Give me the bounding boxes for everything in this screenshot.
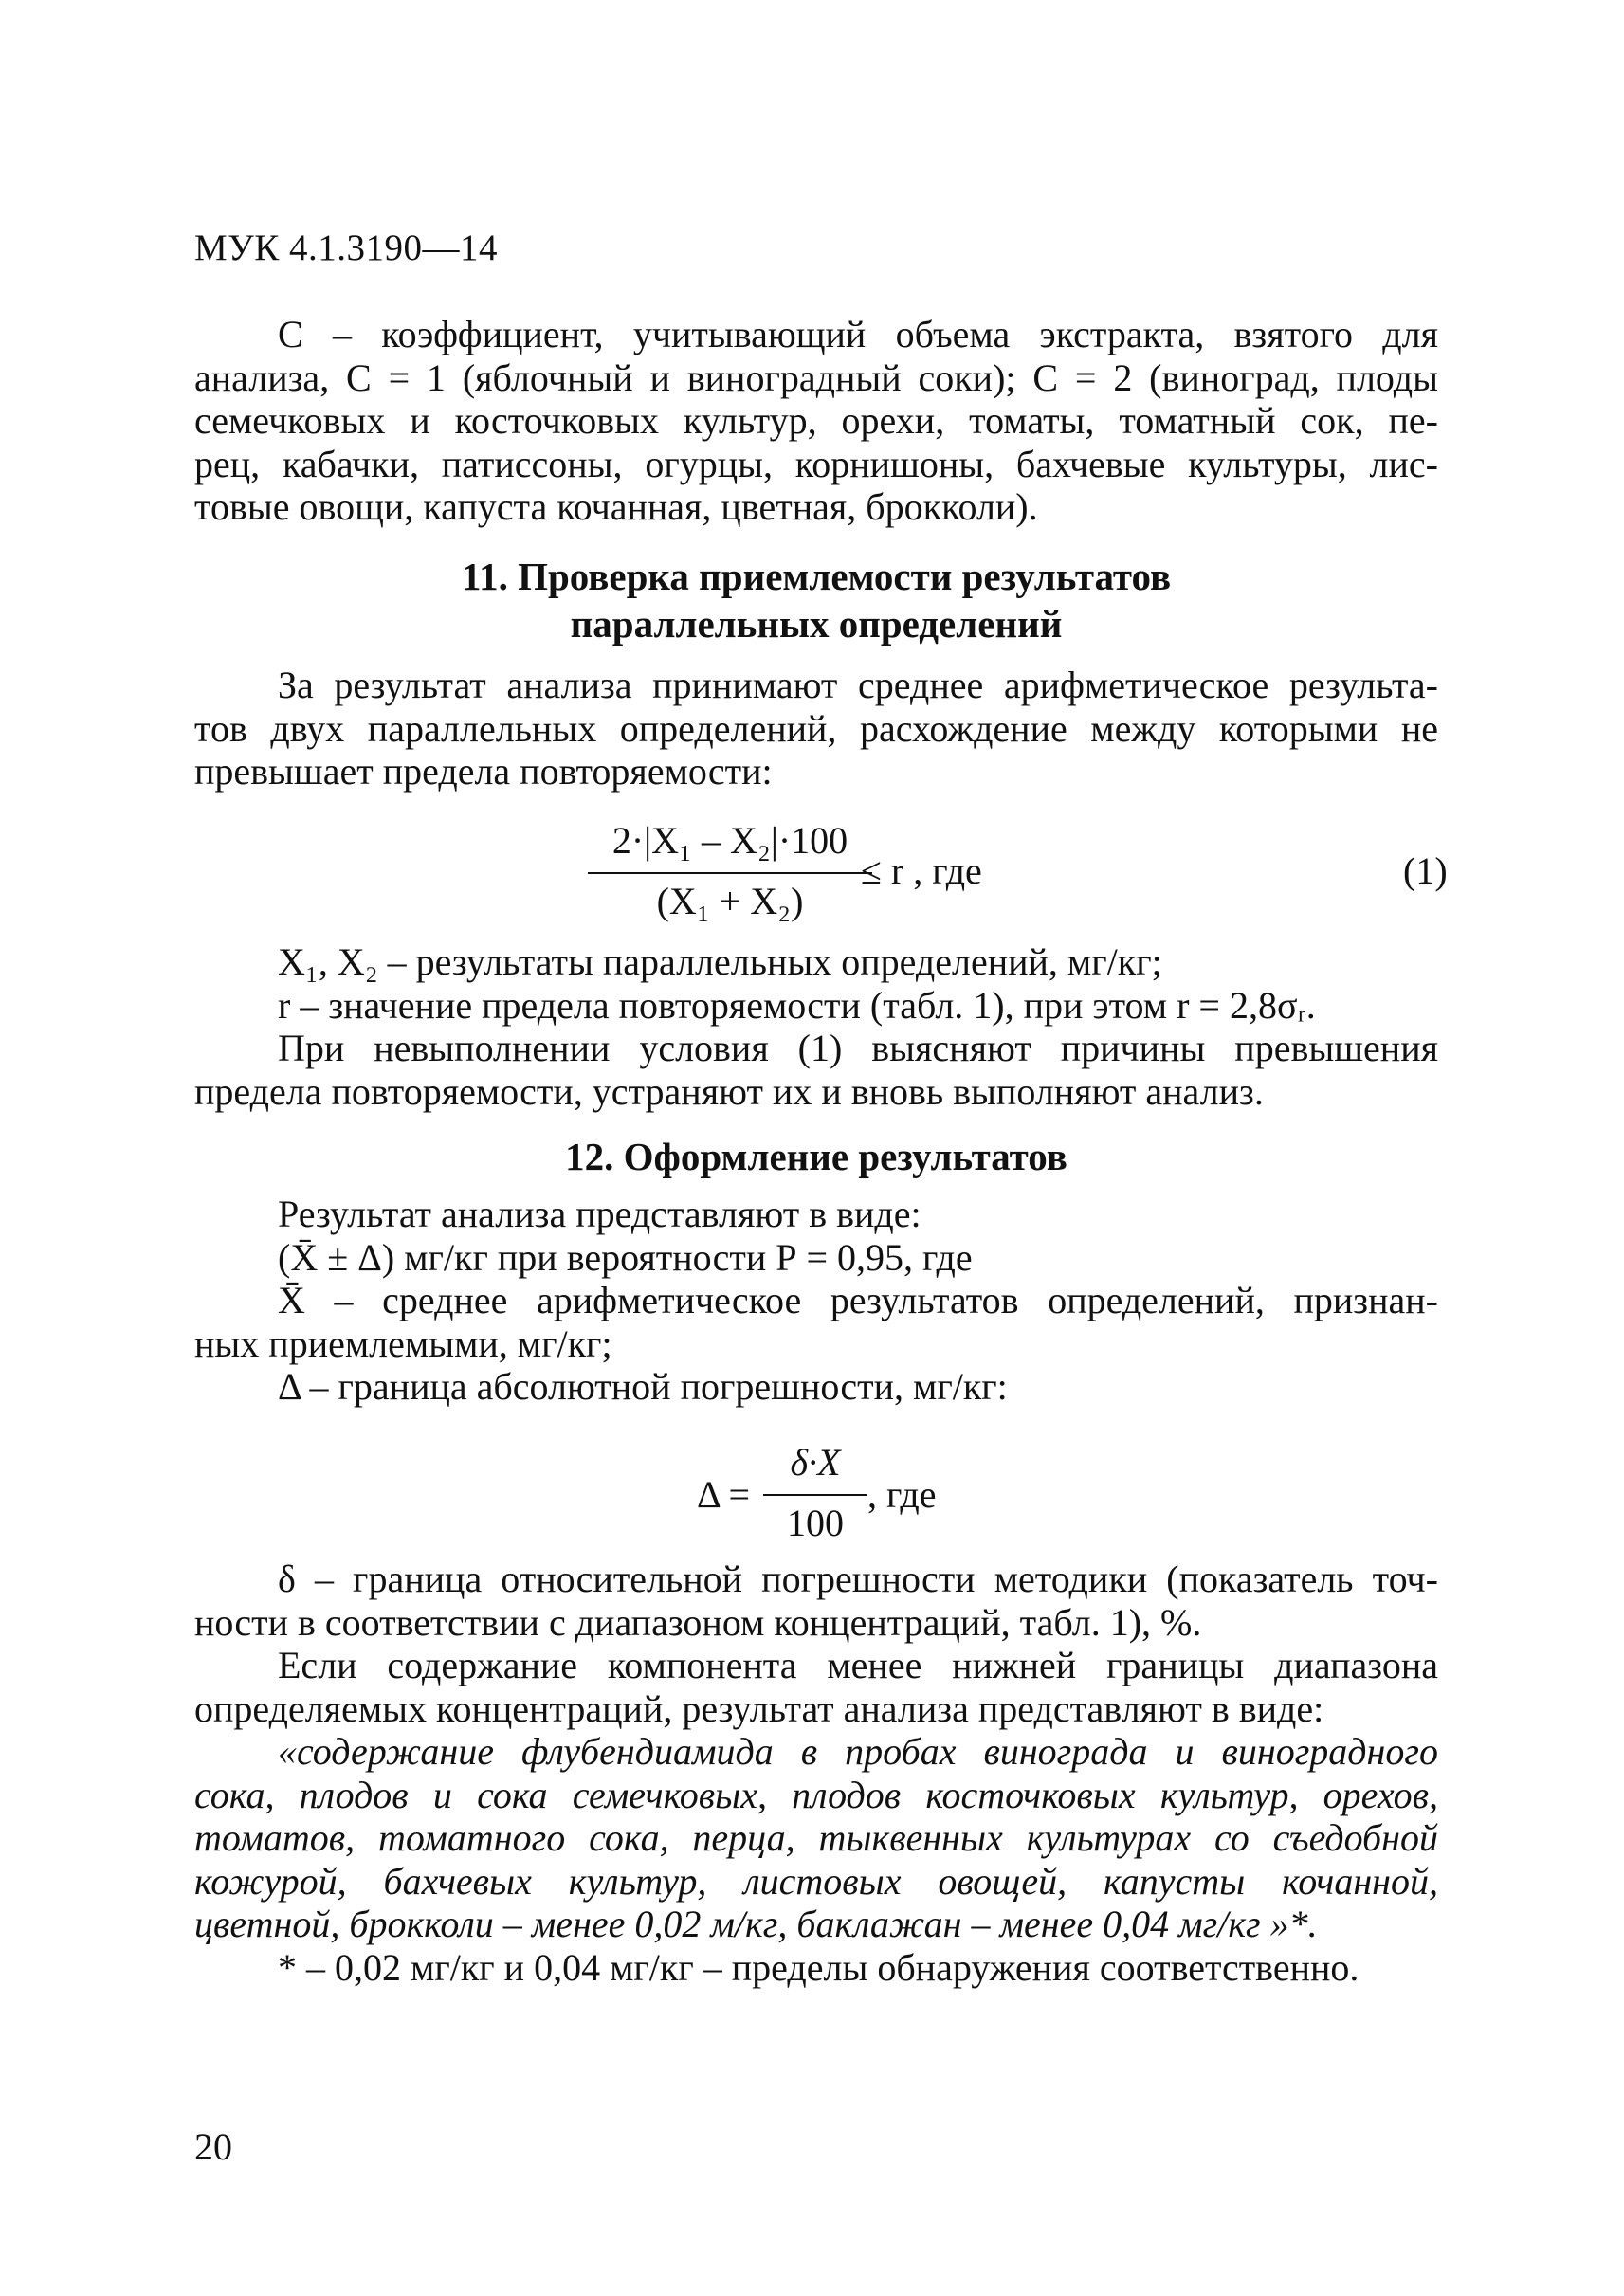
formula-delta-tail: , где bbox=[867, 1473, 937, 1516]
fraction-bar bbox=[588, 872, 872, 874]
fraction-bar bbox=[763, 1494, 867, 1496]
definition-delta: Δ – граница абсолютной погрешности, мг/кг: bbox=[278, 1365, 1008, 1408]
text-line: товые овощи, капуста кочанная, цветная, брокколи). bbox=[194, 485, 1038, 528]
text-line: превышает предела повторяемости: bbox=[194, 750, 773, 793]
formula-1-denominator: (X₁ + X₂) bbox=[656, 880, 804, 922]
section-12-title: 12. Оформление результатов bbox=[565, 1135, 1067, 1178]
text-line: С – коэффициент, учитывающий объема экстракта, взятого для bbox=[278, 313, 1438, 355]
quote-line: цветной, брокколи – менее 0,02 м/кг, баклажан – менее 0,04 мг/кг »*. bbox=[194, 1903, 1318, 1945]
text-line: При невыполнении условия (1) выясняют причины превышения bbox=[278, 1027, 1438, 1069]
text-line: ных приемлемыми, мг/кг; bbox=[194, 1321, 612, 1365]
running-header: МУК 4.1.3190—14 bbox=[194, 228, 499, 268]
quote-line: кожурой, бахчевых культур, листовых овощей, капусты кочанной, bbox=[194, 1859, 1438, 1903]
page-number: 20 bbox=[194, 2125, 232, 2168]
section-12-tail bbox=[194, 1558, 1438, 1989]
formula-1 bbox=[588, 817, 1448, 931]
formula-delta bbox=[697, 1439, 981, 1553]
formula-delta-denominator: 100 bbox=[787, 1502, 844, 1544]
formula-delta-lhs: Δ = bbox=[697, 1473, 751, 1516]
text-line: предела повторяемости, устраняют их и вновь выполняют анализ. bbox=[194, 1069, 1264, 1113]
section-11-intro bbox=[194, 664, 1438, 793]
footnote: * – 0,02 мг/кг и 0,04 мг/кг – пределы обнаружения соответственно. bbox=[278, 1945, 1359, 1989]
definition-delta-relative: δ – граница относительной погрешности методики (показатель точ- bbox=[278, 1558, 1438, 1600]
quote-line: сока, плодов и сока семечковых, плодов косточковых культур, орехов, bbox=[194, 1773, 1438, 1816]
equation-number: (1) bbox=[1403, 849, 1448, 892]
text-line: рец, кабачки, патиссоны, огурцы, корнишоны, бахчевые культуры, лис- bbox=[194, 442, 1438, 485]
section-11-title-line2: параллельных определений bbox=[570, 602, 1063, 646]
section-12-body bbox=[194, 1193, 1438, 1409]
text-line: семечковых и косточковых культур, орехи, томаты, томатный сок, пе- bbox=[194, 399, 1438, 442]
text-line: Если содержание компонента менее нижней границы диапазона bbox=[278, 1644, 1438, 1686]
paragraph-coefficient-c bbox=[194, 313, 1438, 529]
text-line: анализа, С = 1 (яблочный и виноградный соки); С = 2 (виноград, плоды bbox=[194, 355, 1438, 399]
formula-delta-numerator: δ·X bbox=[790, 1441, 841, 1484]
definition-x1-x2: X₁, X₂ – результаты параллельных определений, мг/кг; bbox=[278, 940, 1162, 983]
formula-1-numerator: 2·|X₁ – X₂|·100 bbox=[611, 819, 848, 862]
quote-line: «содержание флубендиамида в пробах винограда и виноградного bbox=[278, 1730, 1438, 1773]
form-expression: (X̄ ± Δ) мг/кг при вероятности Р = 0,95, где bbox=[278, 1235, 973, 1279]
section-11-title-line1: 11. Проверка приемлемости результатов bbox=[461, 555, 1172, 598]
text-line: определяемых концентраций, результат анализа представляют в виде: bbox=[194, 1686, 1324, 1730]
text-line: тов двух параллельных определений, расхождение между которыми не bbox=[194, 706, 1438, 750]
formula-1-relation: ≤ r , где bbox=[861, 849, 982, 892]
text-line: ности в соответствии с диапазоном концентраций, табл. 1), %. bbox=[194, 1600, 1202, 1644]
section-11-definitions bbox=[194, 940, 1438, 1113]
formula-1-fraction bbox=[588, 817, 872, 931]
quote-line: томатов, томатного сока, перца, тыквенных культурах со съедобной bbox=[194, 1816, 1438, 1859]
definition-r: r – значение предела повторяемости (табл. 1), при этом r = 2,8σᵣ. bbox=[278, 983, 1316, 1027]
definition-xbar: X̄ – среднее арифметическое результатов определений, признан- bbox=[278, 1279, 1438, 1321]
form-intro: Результат анализа представляют в виде: bbox=[278, 1193, 921, 1235]
text-line: За результат анализа принимают среднее арифметическое результа- bbox=[278, 664, 1438, 706]
